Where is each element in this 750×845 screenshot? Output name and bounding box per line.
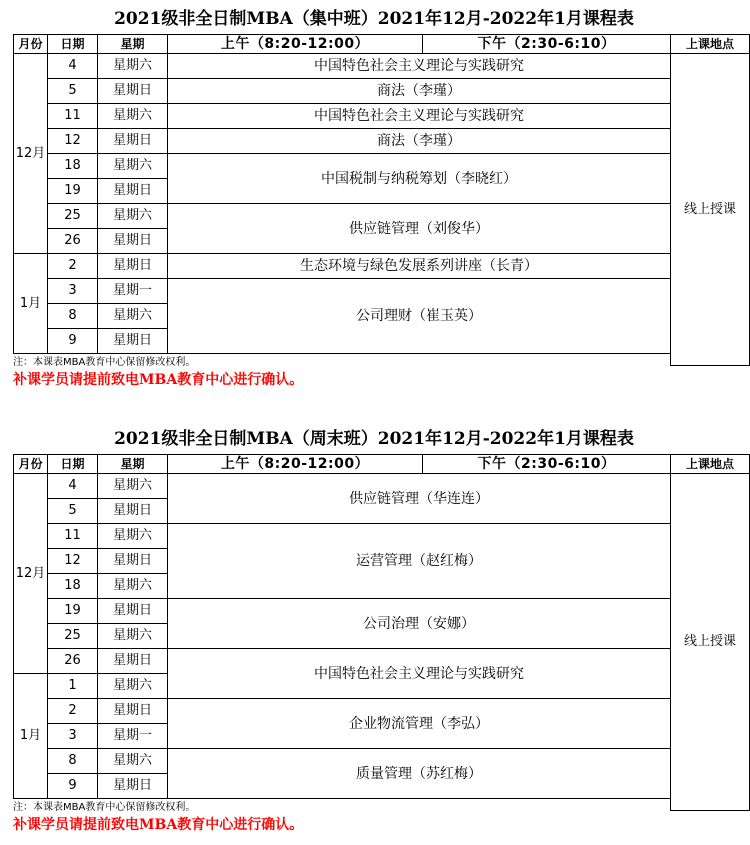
- day-cell: 8: [48, 749, 98, 774]
- table-row: [14, 599, 671, 624]
- day-cell: 2: [48, 254, 98, 279]
- day-cell: 4: [48, 54, 98, 79]
- course-cell: 公司治理（安娜）: [168, 599, 671, 649]
- day-cell: 18: [48, 574, 98, 599]
- day-cell: 3: [48, 279, 98, 304]
- weekday-cell: 星期日: [98, 254, 168, 279]
- day-cell: 19: [48, 179, 98, 204]
- day-cell: 4: [48, 474, 98, 499]
- header-month: 月份: [14, 455, 48, 474]
- day-cell: 2: [48, 699, 98, 724]
- course-cell: 中国特色社会主义理论与实践研究: [168, 649, 671, 699]
- day-cell: 3: [48, 724, 98, 749]
- month-cell: 12月: [14, 474, 48, 674]
- course-cell: 中国特色社会主义理论与实践研究: [168, 54, 671, 79]
- course-cell: 企业物流管理（李弘）: [168, 699, 671, 749]
- header-location: 上课地点: [671, 455, 750, 474]
- month-cell: 12月: [14, 54, 48, 254]
- weekday-cell: 星期六: [98, 104, 168, 129]
- weekday-cell: 星期日: [98, 699, 168, 724]
- weekday-cell: 星期日: [98, 129, 168, 154]
- weekday-cell: 星期六: [98, 204, 168, 229]
- day-cell: 11: [48, 524, 98, 549]
- makeup-notice: 补课学员请提前致电MBA教育中心进行确认。: [13, 817, 304, 833]
- header-week: 星期: [98, 35, 168, 54]
- schedule-section-weekend: [13, 424, 736, 835]
- location-cell: 线上授课: [671, 54, 750, 366]
- day-cell: 19: [48, 599, 98, 624]
- weekday-cell: 星期日: [98, 229, 168, 254]
- day-cell: 11: [48, 104, 98, 129]
- weekday-cell: 星期六: [98, 474, 168, 499]
- table-row: [14, 254, 671, 279]
- weekday-cell: 星期日: [98, 79, 168, 104]
- month-cell: 1月: [14, 254, 48, 354]
- course-cell: 商法（李瑾）: [168, 79, 671, 104]
- disclaimer-note: 注：本课表MBA教育中心保留修改权利。: [13, 357, 196, 368]
- weekday-cell: 星期一: [98, 279, 168, 304]
- day-cell: 26: [48, 229, 98, 254]
- weekday-cell: 星期日: [98, 649, 168, 674]
- weekday-cell: 星期日: [98, 599, 168, 624]
- weekday-cell: 星期日: [98, 499, 168, 524]
- day-cell: 1: [48, 674, 98, 699]
- weekday-cell: 星期六: [98, 674, 168, 699]
- weekday-cell: 星期六: [98, 154, 168, 179]
- weekday-cell: 星期六: [98, 54, 168, 79]
- disclaimer-note: 注：本课表MBA教育中心保留修改权利。: [13, 802, 196, 813]
- header-row: [14, 455, 671, 474]
- location-cell: 线上授课: [671, 474, 750, 811]
- table-row: [14, 154, 671, 179]
- table-row: [14, 649, 671, 674]
- header-pm: 下午（2:30-6:10）: [423, 35, 671, 54]
- course-cell: 运营管理（赵红梅）: [168, 524, 671, 599]
- location-column: [670, 454, 750, 811]
- course-cell: 质量管理（苏红梅）: [168, 749, 671, 799]
- header-month: 月份: [14, 35, 48, 54]
- table-row: [14, 474, 671, 499]
- table-row: [14, 129, 671, 154]
- day-cell: 9: [48, 774, 98, 799]
- header-location: 上课地点: [671, 35, 750, 54]
- course-cell: 中国特色社会主义理论与实践研究: [168, 104, 671, 129]
- weekday-cell: 星期六: [98, 749, 168, 774]
- table-row: [14, 104, 671, 129]
- weekday-cell: 星期六: [98, 304, 168, 329]
- weekday-cell: 星期六: [98, 574, 168, 599]
- header-row: [14, 35, 671, 54]
- day-cell: 12: [48, 549, 98, 574]
- course-cell: 生态环境与绿色发展系列讲座（长青）: [168, 254, 671, 279]
- table-row: [14, 204, 671, 229]
- weekday-cell: 星期一: [98, 724, 168, 749]
- header-day: 日期: [48, 35, 98, 54]
- makeup-notice: 补课学员请提前致电MBA教育中心进行确认。: [13, 372, 304, 388]
- course-cell: 中国税制与纳税筹划（李晓红）: [168, 154, 671, 204]
- schedule-section-concentrated: [13, 4, 736, 390]
- table-row: [14, 54, 671, 79]
- course-cell: 供应链管理（刘俊华）: [168, 204, 671, 254]
- day-cell: 8: [48, 304, 98, 329]
- header-week: 星期: [98, 455, 168, 474]
- table-row: [14, 524, 671, 549]
- day-cell: 12: [48, 129, 98, 154]
- month-cell: 1月: [14, 674, 48, 799]
- header-day: 日期: [48, 455, 98, 474]
- schedule-title: 2021级非全日制MBA（集中班）2021年12月-2022年1月课程表: [114, 9, 634, 29]
- weekday-cell: 星期日: [98, 549, 168, 574]
- weekday-cell: 星期六: [98, 524, 168, 549]
- table-row: [14, 279, 671, 304]
- day-cell: 5: [48, 79, 98, 104]
- weekday-cell: 星期日: [98, 329, 168, 354]
- header-pm: 下午（2:30-6:10）: [423, 455, 671, 474]
- day-cell: 25: [48, 624, 98, 649]
- course-cell: 供应链管理（华连连）: [168, 474, 671, 524]
- header-am: 上午（8:20-12:00）: [168, 455, 423, 474]
- table-row: [14, 749, 671, 774]
- weekday-cell: 星期六: [98, 624, 168, 649]
- course-cell: 商法（李瑾）: [168, 129, 671, 154]
- weekday-cell: 星期日: [98, 179, 168, 204]
- schedule-title: 2021级非全日制MBA（周末班）2021年12月-2022年1月课程表: [114, 429, 634, 449]
- location-column: [670, 34, 750, 366]
- day-cell: 5: [48, 499, 98, 524]
- table-row: [14, 699, 671, 724]
- header-am: 上午（8:20-12:00）: [168, 35, 423, 54]
- table-row: [14, 79, 671, 104]
- day-cell: 26: [48, 649, 98, 674]
- day-cell: 25: [48, 204, 98, 229]
- course-cell: 公司理财（崔玉英）: [168, 279, 671, 354]
- day-cell: 9: [48, 329, 98, 354]
- weekday-cell: 星期日: [98, 774, 168, 799]
- schedule-table: [13, 34, 671, 354]
- schedule-table: [13, 454, 671, 799]
- day-cell: 18: [48, 154, 98, 179]
